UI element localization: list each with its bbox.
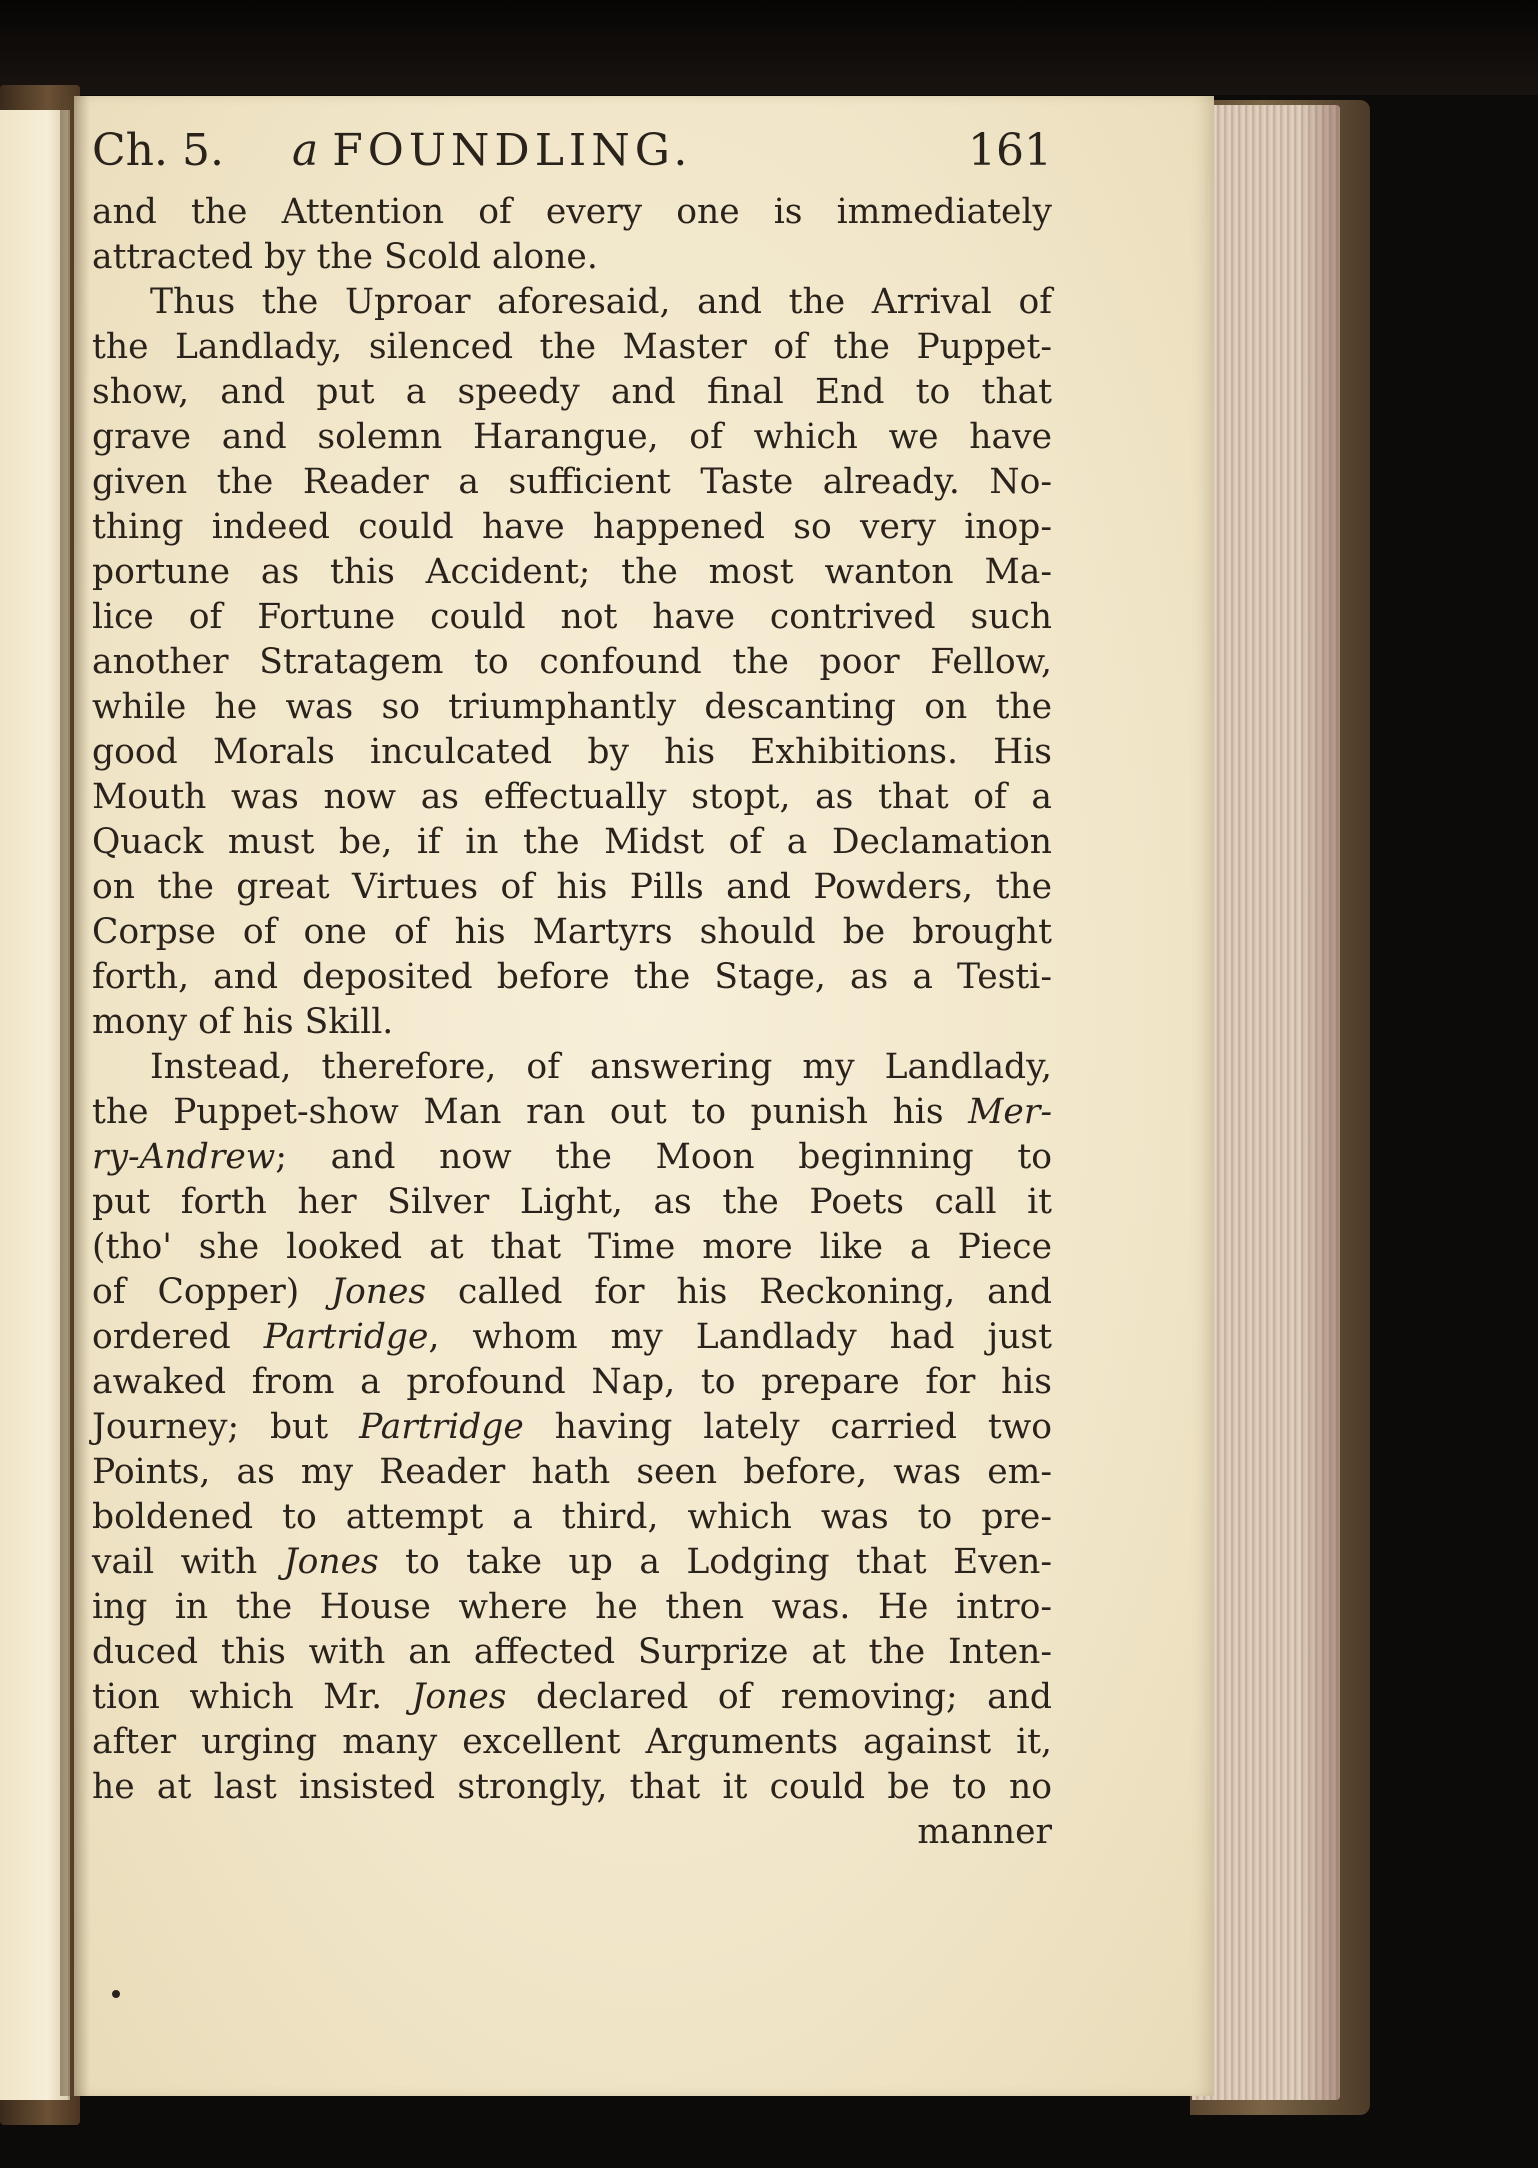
text-line <box>92 1585 1052 1630</box>
italic-run: Jones <box>411 1677 507 1717</box>
text-run: grave and solemn Harangue, of which we have <box>92 417 1052 457</box>
text-run: declared of removing; and <box>506 1677 1052 1717</box>
text-run: having lately carried two <box>523 1407 1053 1447</box>
italic-run: Mer- <box>968 1092 1052 1132</box>
text-line <box>92 1180 1052 1225</box>
text-line <box>92 1765 1052 1810</box>
text-line <box>92 595 1052 640</box>
gutter-shadow <box>60 96 90 2096</box>
text-run: boldened to attempt a third, which was to pre- <box>92 1497 1052 1537</box>
text-run: he at last insisted strongly, that it could be to no <box>92 1767 1052 1807</box>
title-word: FOUNDLING. <box>332 125 693 176</box>
italic-run: Jones <box>283 1542 379 1582</box>
italic-run: Partridge <box>263 1317 429 1357</box>
text-line <box>92 1630 1052 1675</box>
text-line <box>92 775 1052 820</box>
text-line <box>92 235 1052 280</box>
text-line <box>92 325 1052 370</box>
text-run: , whom my Landlady had just <box>428 1317 1052 1357</box>
text-line <box>92 415 1052 460</box>
italic-run: Jones <box>331 1272 427 1312</box>
text-run: another Stratagem to confound the poor Fellow, <box>92 642 1052 682</box>
text-line <box>92 820 1052 865</box>
page-edges-shade <box>1300 105 1340 2100</box>
text-line <box>92 190 1052 235</box>
text-run: mony of his Skill. <box>92 1002 394 1042</box>
text-line <box>92 910 1052 955</box>
text-run: given the Reader a sufficient Taste already. No- <box>92 462 1052 502</box>
text-line <box>92 1315 1052 1360</box>
text-run: thing indeed could have happened so very inop- <box>92 507 1052 547</box>
text-line <box>92 955 1052 1000</box>
text-run: ; and now the Moon beginning to <box>275 1137 1052 1177</box>
text-line <box>92 1360 1052 1405</box>
text-line <box>92 1675 1052 1720</box>
text-run: Corpse of one of his Martyrs should be brought <box>92 912 1052 952</box>
text-line <box>92 640 1052 685</box>
running-title <box>292 112 692 190</box>
text-run: ing in the House where he then was. He intro- <box>92 1587 1052 1627</box>
title-article: a <box>292 125 319 176</box>
text-line <box>92 1225 1052 1270</box>
text-run: tion which Mr. <box>92 1677 412 1717</box>
text-run: Instead, therefore, of answering my Landlady, <box>150 1047 1052 1087</box>
text-run: vail with <box>92 1542 284 1582</box>
text-run: Quack must be, if in the Midst of a Declamation <box>92 822 1052 862</box>
text-run: after urging many excellent Arguments against it, <box>92 1722 1052 1762</box>
text-line <box>92 730 1052 775</box>
text-run: Mouth was now as effectually stopt, as that of a <box>92 777 1052 817</box>
text-line <box>92 1405 1052 1450</box>
text-run: and the Attention of every one is immediately <box>92 192 1052 232</box>
text-run: (tho' she looked at that Time more like a Piece <box>92 1227 1052 1267</box>
text-run: of Copper) <box>92 1272 332 1312</box>
text-run: forth, and deposited before the Stage, as a Testi- <box>92 957 1052 997</box>
text-line <box>92 1495 1052 1540</box>
text-run: awaked from a profound Nap, to prepare for his <box>92 1362 1052 1402</box>
catchword: manner <box>917 1812 1052 1852</box>
text-line <box>92 1045 1052 1090</box>
text-run: ordered <box>92 1317 264 1357</box>
text-run: attracted by the Scold alone. <box>92 237 598 277</box>
text-run: to take up a Lodging that Even- <box>378 1542 1053 1582</box>
text-run: good Morals inculcated by his Exhibitions. His <box>92 732 1052 772</box>
text-run: the Puppet-show Man ran out to punish his <box>92 1092 969 1132</box>
text-run: duced this with an affected Surprize at the Inten- <box>92 1632 1052 1672</box>
text-run: put forth her Silver Light, as the Poets call it <box>92 1182 1052 1222</box>
text-line <box>92 1270 1052 1315</box>
text-run: the Landlady, silenced the Master of the Puppet- <box>92 327 1052 367</box>
italic-run: ry-Andrew <box>92 1137 276 1177</box>
text-run: on the great Virtues of his Pills and Powders, the <box>92 867 1052 907</box>
italic-run: Partridge <box>359 1407 524 1447</box>
text-line <box>92 1540 1052 1585</box>
page-number: 161 <box>968 125 1052 176</box>
text-run: portune as this Accident; the most wanton Ma- <box>92 552 1052 592</box>
text-line <box>92 1135 1052 1180</box>
text-run: Journey; but <box>92 1407 360 1447</box>
text-run: Points, as my Reader hath seen before, was em- <box>92 1452 1052 1492</box>
text-line <box>92 1090 1052 1135</box>
page-text <box>92 112 1052 1855</box>
text-line <box>92 550 1052 595</box>
background <box>0 0 1538 95</box>
text-line <box>92 1450 1052 1495</box>
body-text <box>92 190 1052 1810</box>
text-run: Thus the Uproar aforesaid, and the Arrival of <box>150 282 1052 322</box>
text-line <box>92 370 1052 415</box>
text-line <box>92 460 1052 505</box>
text-run: lice of Fortune could not have contrived such <box>92 597 1052 637</box>
text-line <box>92 685 1052 730</box>
text-line <box>92 1000 1052 1045</box>
text-line <box>92 1720 1052 1765</box>
text-line <box>92 865 1052 910</box>
text-line <box>92 505 1052 550</box>
ink-spot <box>112 1990 120 1998</box>
text-line <box>92 280 1052 325</box>
text-run: while he was so triumphantly descanting on the <box>92 687 1052 727</box>
running-header <box>92 112 1052 190</box>
text-run: show, and put a speedy and final End to that <box>92 372 1052 412</box>
text-run: called for his Reckoning, and <box>426 1272 1052 1312</box>
chapter-label: Ch. 5. <box>92 125 224 176</box>
